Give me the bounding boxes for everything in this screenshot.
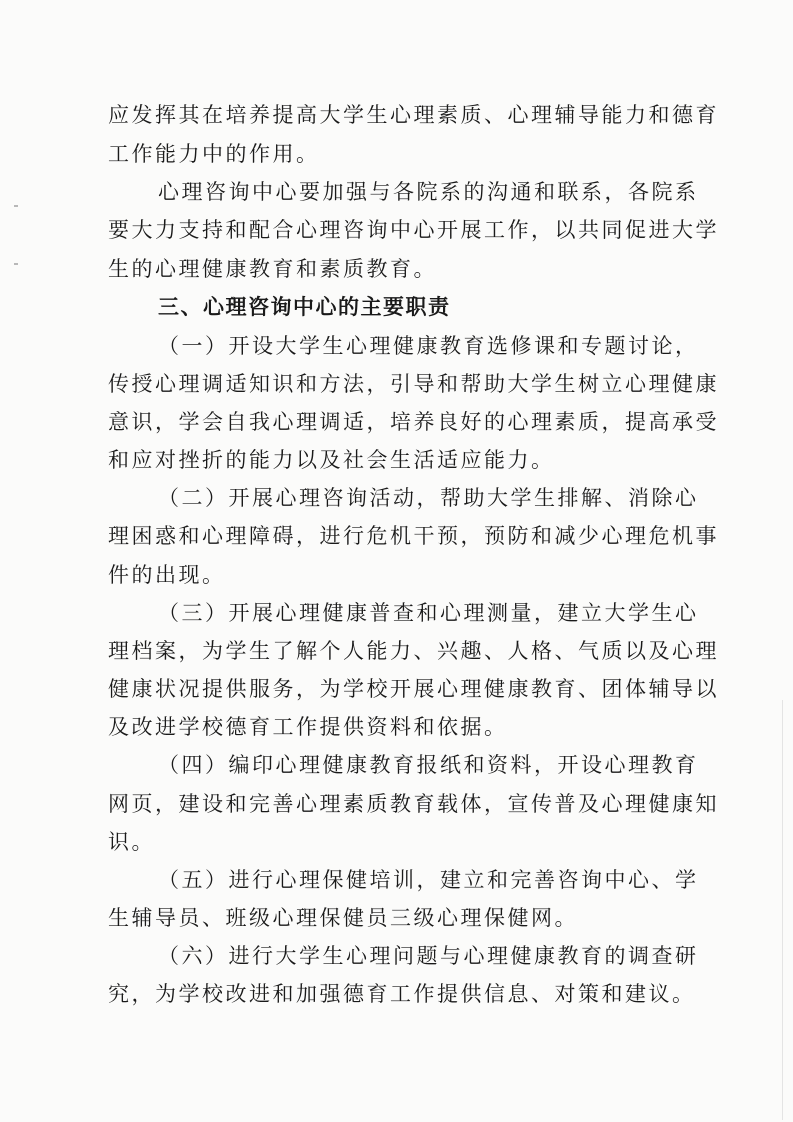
body-text-line: 应发挥其在培养提高大学生心理素质、心理辅导能力和德育 xyxy=(108,103,719,127)
body-text-line: 理档案，为学生了解个人能力、兴趣、人格、气质以及心理 xyxy=(108,639,719,663)
body-text-line: （六）进行大学生心理问题与心理健康教育的调查研 xyxy=(158,944,699,968)
body-text-line: 意识，学会自我心理调适，培养良好的心理素质，提高承受 xyxy=(108,410,719,434)
body-text-line: 心理咨询中心要加强与各院系的沟通和联系，各院系 xyxy=(158,180,699,204)
body-text-line: 传授心理调适知识和方法，引导和帮助大学生树立心理健康 xyxy=(108,372,719,396)
scan-mark xyxy=(14,205,18,207)
body-text-line: 工作能力中的作用。 xyxy=(108,142,320,166)
body-text-line: 生的心理健康教育和素质教育。 xyxy=(108,257,437,281)
body-text-line: 件的出现。 xyxy=(108,563,226,587)
body-text-line: 究，为学校改进和加强德育工作提供信息、对策和建议。 xyxy=(108,982,696,1006)
body-text-line: 和应对挫折的能力以及社会生活适应能力。 xyxy=(108,448,555,472)
body-text-line: 及改进学校德育工作提供资料和依据。 xyxy=(108,715,508,739)
body-text-line: 网页，建设和完善心理素质教育载体，宣传普及心理健康知 xyxy=(108,792,719,816)
body-text-line: （五）进行心理保健培训，建立和完善咨询中心、学 xyxy=(158,868,699,892)
body-text-line: （三）开展心理健康普查和心理测量，建立大学生心 xyxy=(158,601,699,625)
body-text-line: （四）编印心理健康教育报纸和资料，开设心理教育 xyxy=(158,753,699,777)
body-text-line: （一）开设大学生心理健康教育选修课和专题讨论， xyxy=(158,334,699,358)
body-text-line: 理困惑和心理障碍，进行危机干预，预防和减少心理危机事 xyxy=(108,524,719,548)
scan-edge-line xyxy=(782,700,783,1120)
section-heading: 三、心理咨询中心的主要职责 xyxy=(158,295,451,319)
body-text-line: 要大力支持和配合心理咨询中心开展工作，以共同促进大学 xyxy=(108,218,719,242)
scan-mark xyxy=(14,263,18,265)
body-text-line: 识。 xyxy=(108,830,155,854)
body-text-line: 健康状况提供服务，为学校开展心理健康教育、团体辅导以 xyxy=(108,677,719,701)
body-text-line: 生辅导员、班级心理保健员三级心理保健网。 xyxy=(108,906,578,930)
body-text-line: （二）开展心理咨询活动，帮助大学生排解、消除心 xyxy=(158,486,699,510)
